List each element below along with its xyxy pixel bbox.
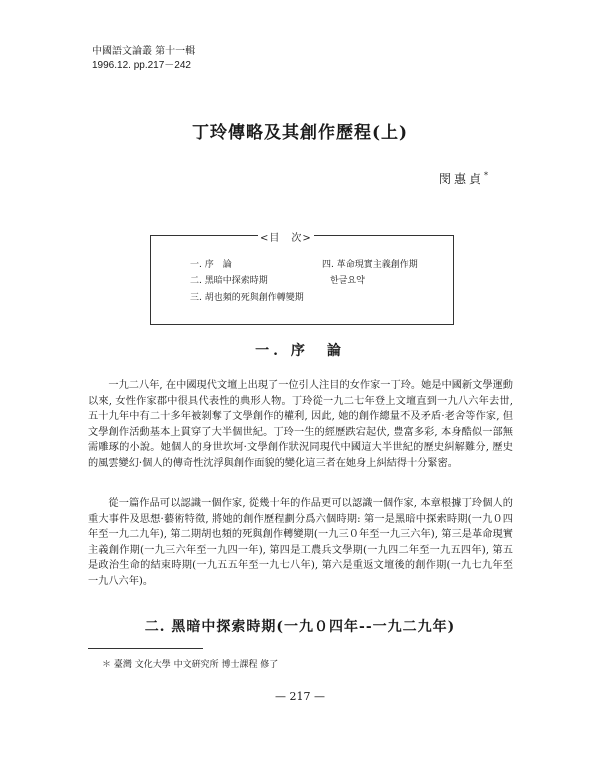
toc-item-3: 三. 胡也頻的死與創作轉變期 bbox=[190, 293, 304, 303]
author bbox=[439, 170, 488, 187]
paper-title: 丁玲傳略及其創作歷程(上) bbox=[191, 123, 409, 143]
section-heading-2: 二. 黑暗中探索時期(一九０四年--一九二九年) bbox=[144, 619, 456, 635]
footnote: ＊ 臺灣 文化大學 中文硏究所 博士課程 修了 bbox=[102, 660, 279, 670]
footnote-rule bbox=[88, 648, 203, 649]
toc-item-4: 四. 革命現實主義創作期 bbox=[322, 260, 418, 270]
section-heading-1: 一. 序 論 bbox=[255, 343, 345, 359]
author-name: 閔惠貞 bbox=[438, 172, 484, 186]
journal-name: 中國語文論叢 第十一輯 bbox=[92, 46, 196, 57]
toc-item-5: 한글요약 bbox=[330, 276, 365, 286]
author-footnote-mark: * bbox=[484, 171, 488, 180]
toc-heading: <目 次> bbox=[258, 229, 314, 244]
toc-item-2: 二. 黑暗中探索時期 bbox=[190, 276, 268, 286]
journal-pages: 1996.12. pp.217－242 bbox=[92, 60, 191, 71]
page-number: — 217 — bbox=[275, 690, 325, 703]
paragraph-1: 一九二八年, 在中國現代文壇上出現了一位引人注目的女作家一丁玲。她是中國新文學運動以來, 女性作家郡中很具代表性的典形人物。丁玲從一九二七年登上文壇直到一九八六年去丗, 五十九年中有二十多年被剝奪了文學創作的權利, 因此, 她的創作總量不及矛盾·老舍等作家, 但文學創作活動基本上貫穿了大半個世紀。丁玲一生的經歷跌宕起伏, 豊富多彩, 本身酷似一部無需雕琢的小說。她個人的身世坎坷·文學創作狀況同現代中國這大半世紀的歷史糾解難分, 歷史的風雲變幻·個人的傳奇性沈浮與創作面貌的變化這三者在她身上糾結得十分緊密。 bbox=[88, 380, 513, 469]
toc-item-1: 一. 序 論 bbox=[190, 260, 232, 270]
paragraph-2: 從一篇作品可以認識一個作家, 從幾十年的作品更可以認識一個作家, 本章根據丁玲個人的重大事件及思想·藝術特徵, 將她的創作歷程劃分爲六個時期: 第一是黑暗中探索時期(一九０四年至一九二九年), 第二期胡也頻的死與創作轉變期(一九三０年至一九三六年), 第三是革命現實主義創作期(一九三六年至一九四一年), 第四是工農兵文學期(一九四二年至一九五四年), 第五是政治生命的結束時期(一九五五年至一九七八年), 第六是重返文壇後的創作期(一九七九年至一九八六年)。 bbox=[88, 498, 513, 587]
